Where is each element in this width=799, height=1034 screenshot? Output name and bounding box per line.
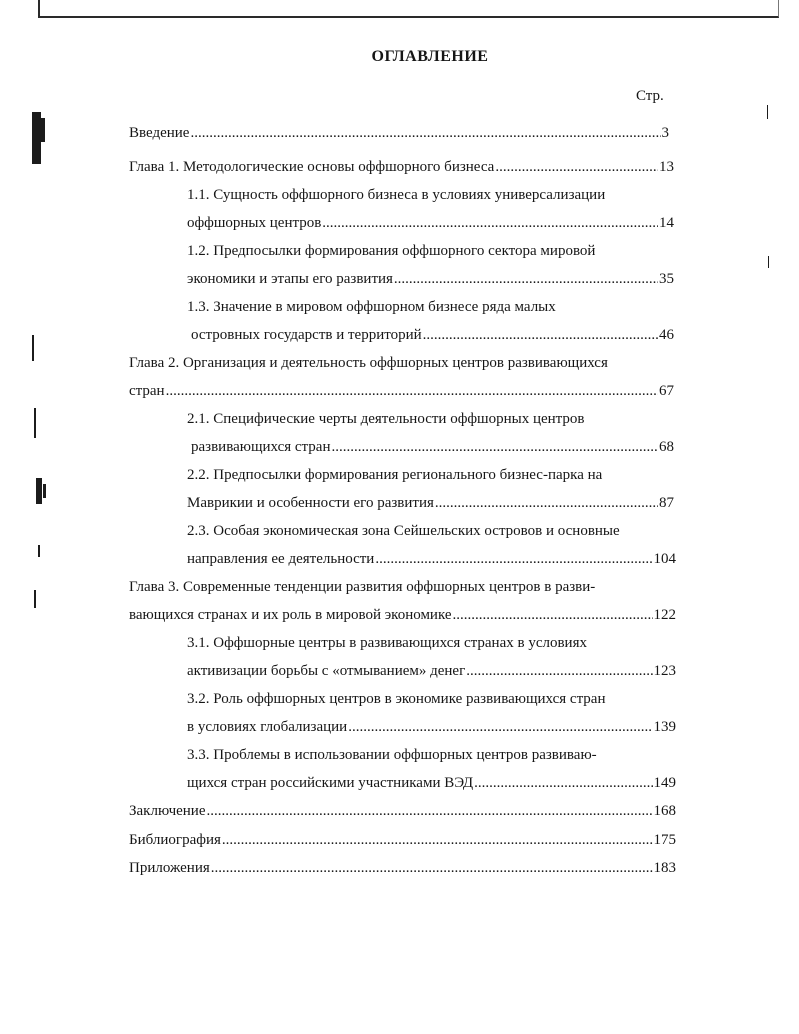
toc-entry-text: развивающихся стран bbox=[191, 439, 331, 455]
page-column-label: Стр. bbox=[636, 88, 664, 104]
toc-entry-page: 67 bbox=[659, 383, 674, 399]
toc-entry-section-2-1[interactable]: 2.1. Специфические черты деятельности оффшорных центров bbox=[187, 411, 585, 427]
toc-entry-section-2-3[interactable]: 2.3. Особая экономическая зона Сейшельских островов и основные bbox=[187, 523, 620, 539]
toc-entry-section-1-1[interactable]: 1.1. Сущность оффшорного бизнеса в условиях универсализации bbox=[187, 187, 606, 203]
toc-entry-text: Маврикии и особенности его развития bbox=[187, 495, 434, 511]
toc-entry-text: направления ее деятельности bbox=[187, 551, 375, 567]
toc-entry-text: щихся стран российскими участниками ВЭД bbox=[187, 775, 474, 791]
toc-entry-section-3-2[interactable]: 3.2. Роль оффшорных центров в экономике развивающихся стран bbox=[187, 691, 606, 707]
scan-smudge bbox=[768, 256, 769, 268]
toc-entry-text: Глава 1. Методологические основы оффшорного бизнеса bbox=[129, 159, 495, 175]
toc-entry-section-3-3-cont[interactable] bbox=[187, 773, 676, 793]
scan-smudge bbox=[32, 112, 41, 164]
toc-entry-section-1-3[interactable]: 1.3. Значение в мировом оффшорном бизнесе ряда малых bbox=[187, 299, 556, 315]
toc-entry-section-3-1-cont[interactable] bbox=[187, 661, 676, 681]
dot-leader bbox=[222, 830, 653, 850]
toc-entry-page: 46 bbox=[659, 327, 674, 343]
toc-entry-page: 68 bbox=[659, 439, 674, 455]
dot-leader bbox=[166, 381, 658, 401]
toc-entry-page: 87 bbox=[659, 495, 674, 511]
toc-title: ОГЛАВЛЕНИЕ bbox=[371, 48, 489, 65]
toc-entry-section-3-3[interactable]: 3.3. Проблемы в использовании оффшорных центров развиваю- bbox=[187, 747, 597, 763]
toc-entry-chapter-2[interactable]: Глава 2. Организация и деятельность оффшорных центров развивающихся bbox=[129, 355, 608, 371]
dot-leader bbox=[207, 801, 653, 821]
toc-entry-chapter-1[interactable] bbox=[129, 157, 674, 177]
toc-entry-page: 149 bbox=[653, 775, 676, 791]
dot-leader bbox=[211, 858, 653, 878]
toc-entry-chapter-3[interactable]: Глава 3. Современные тенденции развития оффшорных центров в разви- bbox=[129, 579, 596, 595]
dot-leader bbox=[474, 773, 652, 793]
toc-entry-chapter-3-cont[interactable] bbox=[129, 605, 676, 625]
scan-smudge bbox=[41, 118, 45, 142]
dot-leader bbox=[322, 213, 658, 233]
toc-entry-section-2-2-cont[interactable] bbox=[187, 493, 674, 513]
toc-entry-introduction[interactable] bbox=[129, 123, 669, 143]
scan-smudge bbox=[36, 478, 42, 504]
scan-frame-border bbox=[38, 0, 779, 18]
toc-entry-page: 123 bbox=[653, 663, 676, 679]
toc-entry-page: 13 bbox=[659, 159, 674, 175]
toc-entry-text: Введение bbox=[129, 125, 190, 141]
toc-entry-text: Библиография bbox=[129, 832, 221, 848]
toc-entry-section-1-2-cont[interactable] bbox=[187, 269, 674, 289]
toc-entry-text: в условиях глобализации bbox=[187, 719, 348, 735]
scan-smudge bbox=[38, 545, 40, 557]
toc-entry-page: 183 bbox=[653, 860, 676, 876]
toc-entry-page: 3 bbox=[661, 125, 669, 141]
scan-smudge bbox=[34, 408, 36, 438]
dot-leader bbox=[423, 325, 658, 345]
toc-entry-page: 139 bbox=[653, 719, 676, 735]
toc-entry-section-1-3-cont[interactable] bbox=[191, 325, 674, 345]
toc-entry-text: активизации борьбы с «отмыванием» денег bbox=[187, 663, 466, 679]
toc-entry-section-1-1-cont[interactable] bbox=[187, 213, 674, 233]
dot-leader bbox=[190, 123, 660, 143]
toc-entry-section-2-3-cont[interactable] bbox=[187, 549, 676, 569]
toc-entry-appendices[interactable] bbox=[129, 858, 676, 878]
toc-entry-section-2-2[interactable]: 2.2. Предпосылки формирования регионального бизнес-парка на bbox=[187, 467, 603, 483]
scan-smudge bbox=[43, 484, 46, 498]
dot-leader bbox=[495, 157, 658, 177]
toc-entry-text: Заключение bbox=[129, 803, 206, 819]
toc-entry-section-1-2[interactable]: 1.2. Предпосылки формирования оффшорного сектора мировой bbox=[187, 243, 596, 259]
toc-entry-text: Приложения bbox=[129, 860, 210, 876]
scan-smudge bbox=[34, 590, 36, 608]
toc-entry-conclusion[interactable] bbox=[129, 801, 676, 821]
scan-smudge bbox=[767, 105, 768, 119]
toc-entry-section-2-1-cont[interactable] bbox=[191, 437, 674, 457]
toc-entry-page: 168 bbox=[653, 803, 676, 819]
dot-leader bbox=[348, 717, 652, 737]
toc-entry-text: стран bbox=[129, 383, 165, 399]
toc-entry-page: 35 bbox=[659, 271, 674, 287]
toc-entry-bibliography[interactable] bbox=[129, 830, 676, 850]
dot-leader bbox=[394, 269, 658, 289]
scan-smudge bbox=[32, 335, 34, 361]
toc-entry-page: 104 bbox=[653, 551, 676, 567]
dot-leader bbox=[435, 493, 658, 513]
toc-entry-text: островных государств и территорий bbox=[191, 327, 422, 343]
toc-entry-page: 122 bbox=[653, 607, 676, 623]
toc-entry-page: 14 bbox=[659, 215, 674, 231]
toc-entry-section-3-2-cont[interactable] bbox=[187, 717, 676, 737]
toc-entry-chapter-2-cont[interactable] bbox=[129, 381, 674, 401]
toc-entry-section-3-1[interactable]: 3.1. Оффшорные центры в развивающихся странах в условиях bbox=[187, 635, 587, 651]
toc-entry-text: вающихся странах и их роль в мировой экономике bbox=[129, 607, 452, 623]
toc-entry-text: экономики и этапы его развития bbox=[187, 271, 393, 287]
toc-entry-page: 175 bbox=[653, 832, 676, 848]
toc-entry-text: оффшорных центров bbox=[187, 215, 322, 231]
dot-leader bbox=[453, 605, 653, 625]
dot-leader bbox=[331, 437, 658, 457]
dot-leader bbox=[466, 661, 652, 681]
dot-leader bbox=[375, 549, 652, 569]
